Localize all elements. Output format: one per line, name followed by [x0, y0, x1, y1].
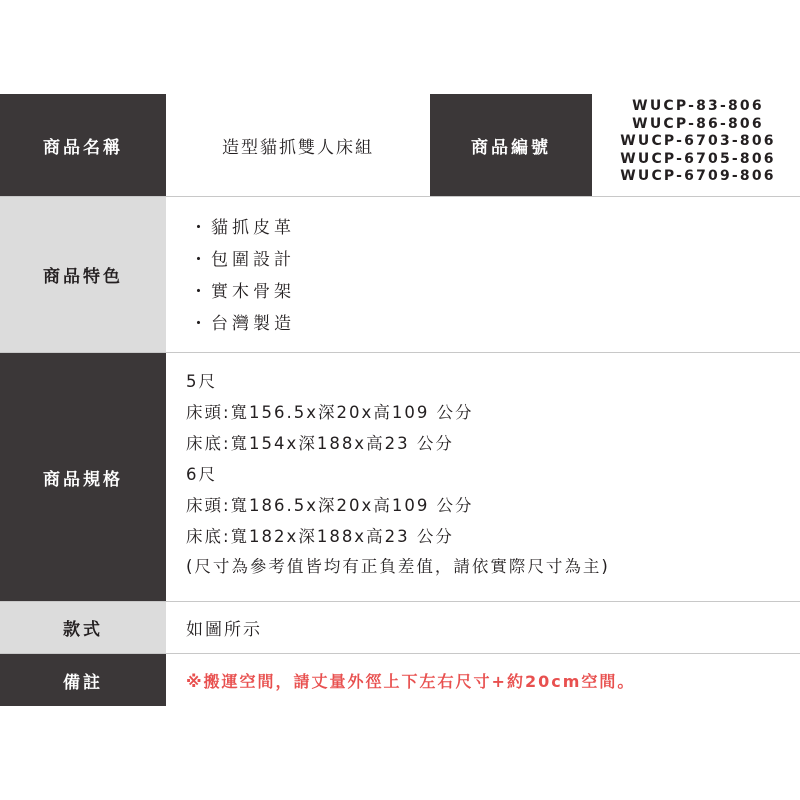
feature-item: ・台灣製造 — [190, 314, 295, 334]
spec-line: 床頭:寬156.5x深20x高109 公分 — [186, 402, 474, 422]
feature-item: ・貓抓皮革 — [190, 218, 295, 238]
product-code: WUCP-6705-806 — [620, 150, 776, 167]
spec-line: 床底:寬182x深188x高23 公分 — [186, 526, 454, 546]
specs-list — [166, 353, 800, 601]
feature-item: ・包圍設計 — [190, 250, 295, 270]
spec-line: 床頭:寬186.5x深20x高109 公分 — [186, 495, 474, 515]
spec-line: 5尺 — [186, 372, 217, 391]
features-list — [166, 197, 800, 352]
product-name-label: 商品名稱 — [0, 94, 166, 196]
specs-row — [0, 353, 800, 601]
product-name-value: 造型貓抓雙人床組 — [222, 137, 374, 158]
spec-line: 床底:寬154x深188x高23 公分 — [186, 433, 454, 453]
note-value: ※搬運空間，請丈量外徑上下左右尺寸+約20cm空間。 — [186, 671, 636, 691]
product-code: WUCP-86-806 — [632, 115, 764, 132]
feature-item: ・實木骨架 — [190, 282, 295, 302]
style-value: 如圖所示 — [186, 620, 262, 640]
features-row — [0, 197, 800, 352]
product-name-row — [0, 94, 800, 196]
product-code: WUCP-83-806 — [632, 98, 764, 114]
specs-label: 商品規格 — [0, 353, 166, 601]
spec-line: 6尺 — [186, 464, 217, 484]
style-row — [0, 602, 800, 653]
product-code-list — [596, 98, 800, 186]
style-label: 款式 — [0, 602, 166, 653]
product-code-label: 商品編號 — [430, 94, 592, 196]
product-code: WUCP-6703-806 — [620, 133, 776, 149]
note-label: 備註 — [0, 654, 166, 706]
product-code: WUCP-6709-806 — [620, 168, 776, 184]
note-row — [0, 654, 800, 706]
spec-note: (尺寸為參考值皆均有正負差值，請依實際尺寸為主) — [186, 557, 610, 577]
features-label: 商品特色 — [0, 197, 166, 352]
